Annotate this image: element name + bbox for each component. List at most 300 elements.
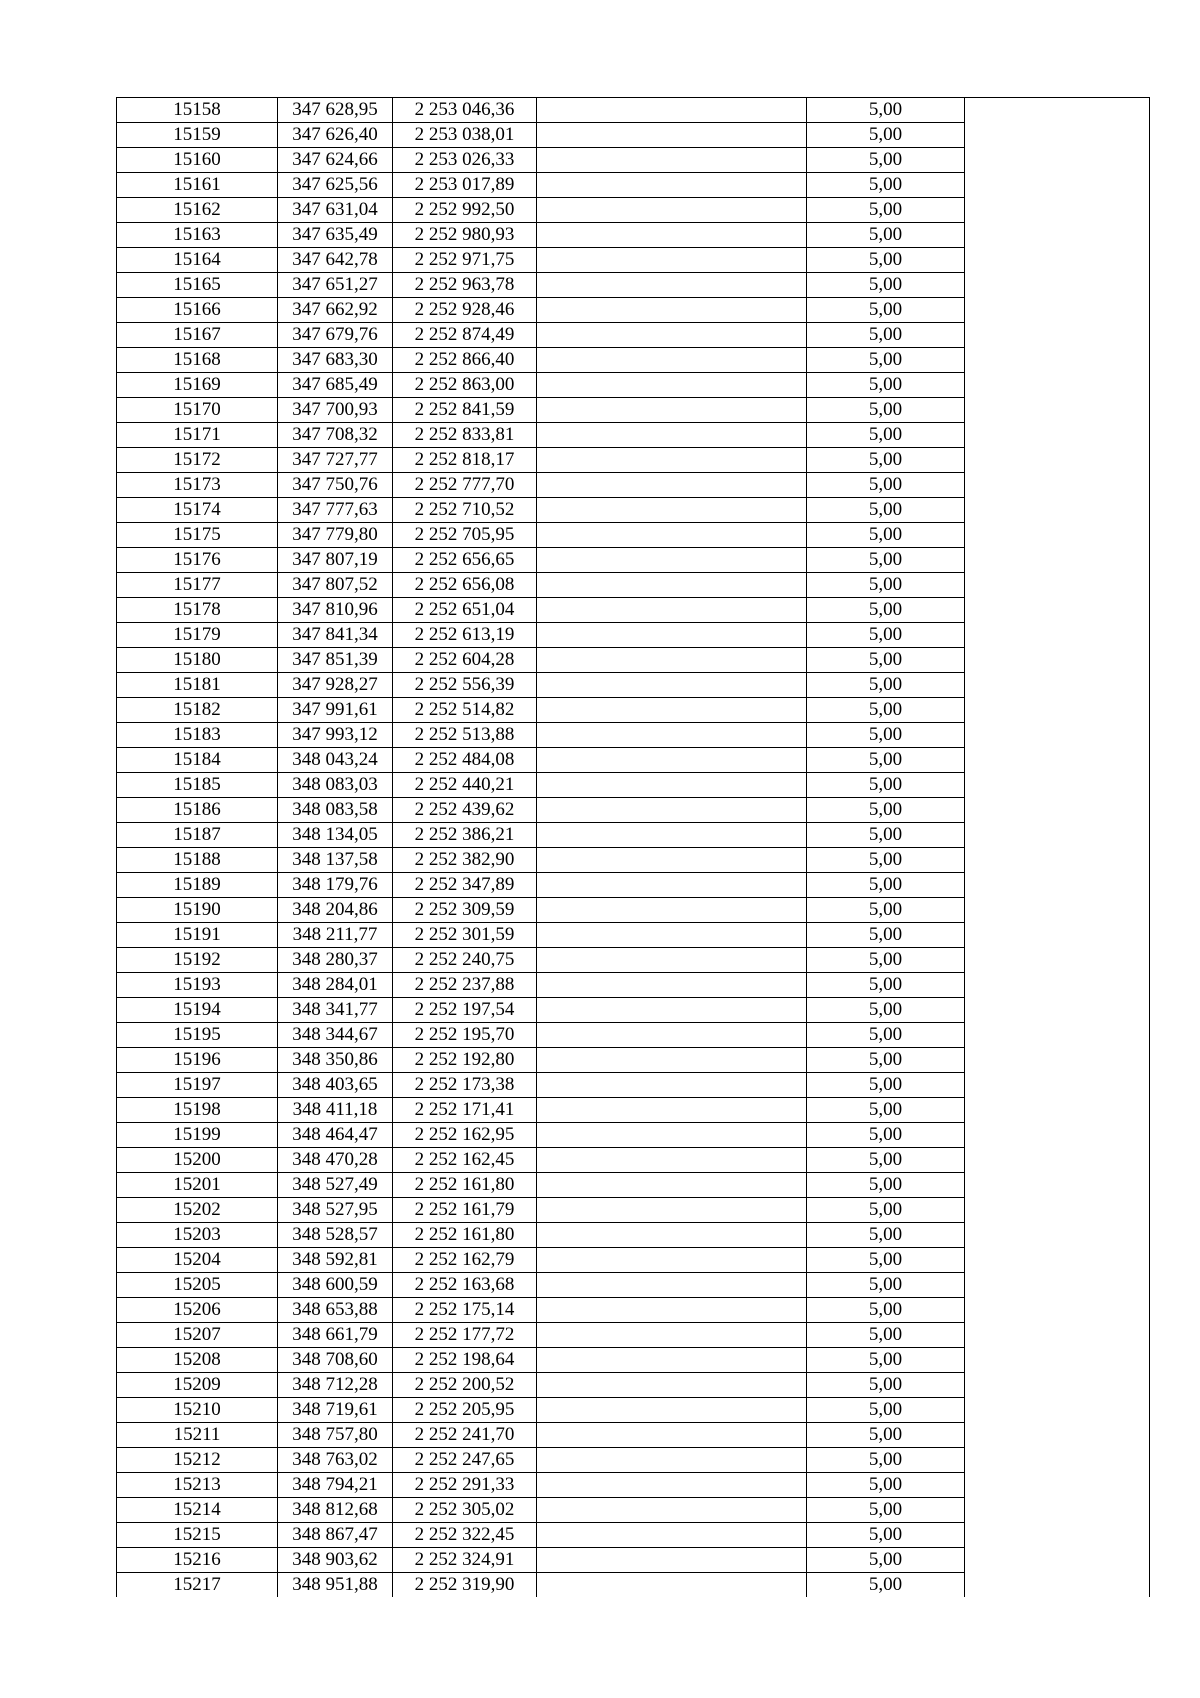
description-cell xyxy=(537,498,807,523)
precision-cell: 5,00 xyxy=(807,323,965,348)
y-coordinate-cell: 2 253 046,36 xyxy=(393,98,537,123)
point-number-cell: 15194 xyxy=(117,998,278,1023)
precision-cell: 5,00 xyxy=(807,1098,965,1123)
y-coordinate-cell: 2 252 863,00 xyxy=(393,373,537,398)
point-number-cell: 15159 xyxy=(117,123,278,148)
description-cell xyxy=(537,573,807,598)
point-number-cell: 15211 xyxy=(117,1423,278,1448)
y-coordinate-cell: 2 252 175,14 xyxy=(393,1298,537,1323)
point-number-cell: 15184 xyxy=(117,748,278,773)
x-coordinate-cell: 348 083,58 xyxy=(278,798,393,823)
y-coordinate-cell: 2 252 205,95 xyxy=(393,1398,537,1423)
precision-cell: 5,00 xyxy=(807,523,965,548)
description-cell xyxy=(537,423,807,448)
point-number-cell: 15177 xyxy=(117,573,278,598)
y-coordinate-cell: 2 252 322,45 xyxy=(393,1523,537,1548)
precision-cell: 5,00 xyxy=(807,1148,965,1173)
description-cell xyxy=(537,1148,807,1173)
x-coordinate-cell: 348 867,47 xyxy=(278,1523,393,1548)
y-coordinate-cell: 2 252 613,19 xyxy=(393,623,537,648)
x-coordinate-cell: 348 464,47 xyxy=(278,1123,393,1148)
x-coordinate-cell: 347 727,77 xyxy=(278,448,393,473)
precision-cell: 5,00 xyxy=(807,698,965,723)
description-cell xyxy=(537,223,807,248)
precision-cell: 5,00 xyxy=(807,498,965,523)
x-coordinate-cell: 347 651,27 xyxy=(278,273,393,298)
description-cell xyxy=(537,1123,807,1148)
y-coordinate-cell: 2 252 484,08 xyxy=(393,748,537,773)
point-number-cell: 15197 xyxy=(117,1073,278,1098)
x-coordinate-cell: 347 810,96 xyxy=(278,598,393,623)
y-coordinate-cell: 2 252 192,80 xyxy=(393,1048,537,1073)
point-number-cell: 15176 xyxy=(117,548,278,573)
y-coordinate-cell: 2 252 197,54 xyxy=(393,998,537,1023)
description-cell xyxy=(537,548,807,573)
precision-cell: 5,00 xyxy=(807,573,965,598)
precision-cell: 5,00 xyxy=(807,1073,965,1098)
x-coordinate-cell: 348 211,77 xyxy=(278,923,393,948)
description-cell xyxy=(537,873,807,898)
y-coordinate-cell: 2 252 162,45 xyxy=(393,1148,537,1173)
y-coordinate-cell: 2 252 963,78 xyxy=(393,273,537,298)
precision-cell: 5,00 xyxy=(807,123,965,148)
precision-cell: 5,00 xyxy=(807,973,965,998)
precision-cell: 5,00 xyxy=(807,823,965,848)
description-cell xyxy=(537,273,807,298)
description-cell xyxy=(537,1473,807,1498)
y-coordinate-cell: 2 252 247,65 xyxy=(393,1448,537,1473)
x-coordinate-cell: 347 624,66 xyxy=(278,148,393,173)
precision-cell: 5,00 xyxy=(807,1198,965,1223)
y-coordinate-cell: 2 252 161,79 xyxy=(393,1198,537,1223)
precision-cell: 5,00 xyxy=(807,948,965,973)
precision-cell: 5,00 xyxy=(807,1173,965,1198)
description-cell xyxy=(537,623,807,648)
precision-cell: 5,00 xyxy=(807,473,965,498)
x-coordinate-cell: 347 626,40 xyxy=(278,123,393,148)
description-cell xyxy=(537,998,807,1023)
point-number-cell: 15179 xyxy=(117,623,278,648)
point-number-cell: 15205 xyxy=(117,1273,278,1298)
precision-cell: 5,00 xyxy=(807,1248,965,1273)
x-coordinate-cell: 347 991,61 xyxy=(278,698,393,723)
y-coordinate-cell: 2 252 347,89 xyxy=(393,873,537,898)
description-cell xyxy=(537,1323,807,1348)
description-cell xyxy=(537,98,807,123)
y-coordinate-cell: 2 253 026,33 xyxy=(393,148,537,173)
point-number-cell: 15201 xyxy=(117,1173,278,1198)
description-cell xyxy=(537,1098,807,1123)
precision-cell: 5,00 xyxy=(807,848,965,873)
precision-cell: 5,00 xyxy=(807,1448,965,1473)
description-cell xyxy=(537,198,807,223)
x-coordinate-cell: 348 794,21 xyxy=(278,1473,393,1498)
point-number-cell: 15187 xyxy=(117,823,278,848)
description-cell xyxy=(537,598,807,623)
table-row xyxy=(117,98,1150,123)
x-coordinate-cell: 348 280,37 xyxy=(278,948,393,973)
point-number-cell: 15204 xyxy=(117,1248,278,1273)
point-number-cell: 15209 xyxy=(117,1373,278,1398)
point-number-cell: 15215 xyxy=(117,1523,278,1548)
point-number-cell: 15188 xyxy=(117,848,278,873)
x-coordinate-cell: 347 662,92 xyxy=(278,298,393,323)
x-coordinate-cell: 348 712,28 xyxy=(278,1373,393,1398)
point-number-cell: 15164 xyxy=(117,248,278,273)
description-cell xyxy=(537,448,807,473)
point-number-cell: 15210 xyxy=(117,1398,278,1423)
description-cell xyxy=(537,1023,807,1048)
y-coordinate-cell: 2 252 386,21 xyxy=(393,823,537,848)
point-number-cell: 15163 xyxy=(117,223,278,248)
precision-cell: 5,00 xyxy=(807,298,965,323)
description-cell xyxy=(537,723,807,748)
point-number-cell: 15181 xyxy=(117,673,278,698)
x-coordinate-cell: 347 685,49 xyxy=(278,373,393,398)
x-coordinate-cell: 348 527,95 xyxy=(278,1198,393,1223)
precision-cell: 5,00 xyxy=(807,1498,965,1523)
x-coordinate-cell: 348 600,59 xyxy=(278,1273,393,1298)
description-cell xyxy=(537,1398,807,1423)
point-number-cell: 15202 xyxy=(117,1198,278,1223)
y-coordinate-cell: 2 252 980,93 xyxy=(393,223,537,248)
point-number-cell: 15190 xyxy=(117,898,278,923)
point-number-cell: 15185 xyxy=(117,773,278,798)
point-number-cell: 15173 xyxy=(117,473,278,498)
precision-cell: 5,00 xyxy=(807,923,965,948)
point-number-cell: 15172 xyxy=(117,448,278,473)
point-number-cell: 15161 xyxy=(117,173,278,198)
point-number-cell: 15192 xyxy=(117,948,278,973)
precision-cell: 5,00 xyxy=(807,1298,965,1323)
y-coordinate-cell: 2 252 710,52 xyxy=(393,498,537,523)
precision-cell: 5,00 xyxy=(807,148,965,173)
point-number-cell: 15175 xyxy=(117,523,278,548)
description-cell xyxy=(537,173,807,198)
y-coordinate-cell: 2 252 240,75 xyxy=(393,948,537,973)
description-cell xyxy=(537,923,807,948)
x-coordinate-cell: 348 411,18 xyxy=(278,1098,393,1123)
precision-cell: 5,00 xyxy=(807,348,965,373)
x-coordinate-cell: 348 204,86 xyxy=(278,898,393,923)
x-coordinate-cell: 348 592,81 xyxy=(278,1248,393,1273)
x-coordinate-cell: 348 757,80 xyxy=(278,1423,393,1448)
x-coordinate-cell: 348 043,24 xyxy=(278,748,393,773)
x-coordinate-cell: 347 700,93 xyxy=(278,398,393,423)
y-coordinate-cell: 2 252 992,50 xyxy=(393,198,537,223)
precision-cell: 5,00 xyxy=(807,673,965,698)
x-coordinate-cell: 347 993,12 xyxy=(278,723,393,748)
point-number-cell: 15203 xyxy=(117,1223,278,1248)
point-number-cell: 15214 xyxy=(117,1498,278,1523)
description-cell xyxy=(537,1348,807,1373)
description-cell xyxy=(537,523,807,548)
point-number-cell: 15166 xyxy=(117,298,278,323)
point-number-cell: 15195 xyxy=(117,1023,278,1048)
y-coordinate-cell: 2 252 173,38 xyxy=(393,1073,537,1098)
y-coordinate-cell: 2 252 195,70 xyxy=(393,1023,537,1048)
precision-cell: 5,00 xyxy=(807,1123,965,1148)
x-coordinate-cell: 348 661,79 xyxy=(278,1323,393,1348)
point-number-cell: 15212 xyxy=(117,1448,278,1473)
description-cell xyxy=(537,1448,807,1473)
precision-cell: 5,00 xyxy=(807,98,965,123)
point-number-cell: 15206 xyxy=(117,1298,278,1323)
x-coordinate-cell: 347 628,95 xyxy=(278,98,393,123)
y-coordinate-cell: 2 252 305,02 xyxy=(393,1498,537,1523)
description-cell xyxy=(537,473,807,498)
x-coordinate-cell: 348 403,65 xyxy=(278,1073,393,1098)
x-coordinate-cell: 348 344,67 xyxy=(278,1023,393,1048)
coordinates-table-body xyxy=(117,98,1150,1598)
x-coordinate-cell: 348 179,76 xyxy=(278,873,393,898)
precision-cell: 5,00 xyxy=(807,273,965,298)
point-number-cell: 15160 xyxy=(117,148,278,173)
description-cell xyxy=(537,373,807,398)
precision-cell: 5,00 xyxy=(807,1348,965,1373)
y-coordinate-cell: 2 252 162,95 xyxy=(393,1123,537,1148)
precision-cell: 5,00 xyxy=(807,448,965,473)
y-coordinate-cell: 2 252 874,49 xyxy=(393,323,537,348)
point-number-cell: 15167 xyxy=(117,323,278,348)
x-coordinate-cell: 348 284,01 xyxy=(278,973,393,998)
description-cell xyxy=(537,1423,807,1448)
y-coordinate-cell: 2 253 038,01 xyxy=(393,123,537,148)
precision-cell: 5,00 xyxy=(807,1048,965,1073)
point-number-cell: 15186 xyxy=(117,798,278,823)
x-coordinate-cell: 347 625,56 xyxy=(278,173,393,198)
description-cell xyxy=(537,123,807,148)
point-number-cell: 15189 xyxy=(117,873,278,898)
description-cell xyxy=(537,973,807,998)
y-coordinate-cell: 2 252 439,62 xyxy=(393,798,537,823)
x-coordinate-cell: 347 841,34 xyxy=(278,623,393,648)
description-cell xyxy=(537,823,807,848)
x-coordinate-cell: 347 807,52 xyxy=(278,573,393,598)
x-coordinate-cell: 347 683,30 xyxy=(278,348,393,373)
precision-cell: 5,00 xyxy=(807,873,965,898)
description-cell xyxy=(537,1173,807,1198)
y-coordinate-cell: 2 252 656,08 xyxy=(393,573,537,598)
description-cell xyxy=(537,798,807,823)
point-number-cell: 15162 xyxy=(117,198,278,223)
y-coordinate-cell: 2 252 291,33 xyxy=(393,1473,537,1498)
point-number-cell: 15193 xyxy=(117,973,278,998)
y-coordinate-cell: 2 252 163,68 xyxy=(393,1273,537,1298)
description-cell xyxy=(537,1548,807,1573)
x-coordinate-cell: 347 928,27 xyxy=(278,673,393,698)
precision-cell: 5,00 xyxy=(807,623,965,648)
point-number-cell: 15217 xyxy=(117,1573,278,1598)
y-coordinate-cell: 2 252 866,40 xyxy=(393,348,537,373)
point-number-cell: 15196 xyxy=(117,1048,278,1073)
x-coordinate-cell: 347 807,19 xyxy=(278,548,393,573)
point-number-cell: 15169 xyxy=(117,373,278,398)
point-number-cell: 15168 xyxy=(117,348,278,373)
precision-cell: 5,00 xyxy=(807,648,965,673)
y-coordinate-cell: 2 252 241,70 xyxy=(393,1423,537,1448)
x-coordinate-cell: 348 470,28 xyxy=(278,1148,393,1173)
x-coordinate-cell: 347 631,04 xyxy=(278,198,393,223)
precision-cell: 5,00 xyxy=(807,198,965,223)
description-cell xyxy=(537,773,807,798)
description-cell xyxy=(537,1073,807,1098)
x-coordinate-cell: 348 708,60 xyxy=(278,1348,393,1373)
description-cell xyxy=(537,1048,807,1073)
precision-cell: 5,00 xyxy=(807,598,965,623)
point-number-cell: 15182 xyxy=(117,698,278,723)
description-cell xyxy=(537,323,807,348)
x-coordinate-cell: 348 134,05 xyxy=(278,823,393,848)
point-number-cell: 15191 xyxy=(117,923,278,948)
x-coordinate-cell: 348 350,86 xyxy=(278,1048,393,1073)
y-coordinate-cell: 2 252 177,72 xyxy=(393,1323,537,1348)
y-coordinate-cell: 2 252 161,80 xyxy=(393,1173,537,1198)
x-coordinate-cell: 347 777,63 xyxy=(278,498,393,523)
point-number-cell: 15207 xyxy=(117,1323,278,1348)
y-coordinate-cell: 2 252 382,90 xyxy=(393,848,537,873)
point-number-cell: 15200 xyxy=(117,1148,278,1173)
precision-cell: 5,00 xyxy=(807,223,965,248)
y-coordinate-cell: 2 252 171,41 xyxy=(393,1098,537,1123)
description-cell xyxy=(537,1223,807,1248)
y-coordinate-cell: 2 252 656,65 xyxy=(393,548,537,573)
x-coordinate-cell: 348 812,68 xyxy=(278,1498,393,1523)
precision-cell: 5,00 xyxy=(807,748,965,773)
y-coordinate-cell: 2 253 017,89 xyxy=(393,173,537,198)
precision-cell: 5,00 xyxy=(807,998,965,1023)
x-coordinate-cell: 347 679,76 xyxy=(278,323,393,348)
precision-cell: 5,00 xyxy=(807,1398,965,1423)
y-coordinate-cell: 2 252 651,04 xyxy=(393,598,537,623)
x-coordinate-cell: 348 951,88 xyxy=(278,1573,393,1598)
description-cell xyxy=(537,898,807,923)
y-coordinate-cell: 2 252 162,79 xyxy=(393,1248,537,1273)
precision-cell: 5,00 xyxy=(807,373,965,398)
description-cell xyxy=(537,948,807,973)
y-coordinate-cell: 2 252 513,88 xyxy=(393,723,537,748)
precision-cell: 5,00 xyxy=(807,1223,965,1248)
x-coordinate-cell: 348 528,57 xyxy=(278,1223,393,1248)
point-number-cell: 15198 xyxy=(117,1098,278,1123)
point-number-cell: 15165 xyxy=(117,273,278,298)
point-number-cell: 15170 xyxy=(117,398,278,423)
x-coordinate-cell: 347 635,49 xyxy=(278,223,393,248)
x-coordinate-cell: 347 708,32 xyxy=(278,423,393,448)
precision-cell: 5,00 xyxy=(807,1373,965,1398)
x-coordinate-cell: 348 763,02 xyxy=(278,1448,393,1473)
y-coordinate-cell: 2 252 556,39 xyxy=(393,673,537,698)
point-number-cell: 15158 xyxy=(117,98,278,123)
y-coordinate-cell: 2 252 928,46 xyxy=(393,298,537,323)
x-coordinate-cell: 347 642,78 xyxy=(278,248,393,273)
x-coordinate-cell: 348 341,77 xyxy=(278,998,393,1023)
description-cell xyxy=(537,1248,807,1273)
precision-cell: 5,00 xyxy=(807,798,965,823)
x-coordinate-cell: 347 851,39 xyxy=(278,648,393,673)
y-coordinate-cell: 2 252 705,95 xyxy=(393,523,537,548)
precision-cell: 5,00 xyxy=(807,1023,965,1048)
precision-cell: 5,00 xyxy=(807,173,965,198)
point-number-cell: 15178 xyxy=(117,598,278,623)
y-coordinate-cell: 2 252 198,64 xyxy=(393,1348,537,1373)
description-cell xyxy=(537,248,807,273)
precision-cell: 5,00 xyxy=(807,248,965,273)
description-cell xyxy=(537,348,807,373)
y-coordinate-cell: 2 252 440,21 xyxy=(393,773,537,798)
y-coordinate-cell: 2 252 841,59 xyxy=(393,398,537,423)
description-cell xyxy=(537,673,807,698)
point-number-cell: 15199 xyxy=(117,1123,278,1148)
description-cell xyxy=(537,1523,807,1548)
precision-cell: 5,00 xyxy=(807,1548,965,1573)
y-coordinate-cell: 2 252 833,81 xyxy=(393,423,537,448)
description-cell xyxy=(537,1573,807,1598)
y-coordinate-cell: 2 252 604,28 xyxy=(393,648,537,673)
description-cell xyxy=(537,1273,807,1298)
precision-cell: 5,00 xyxy=(807,1323,965,1348)
x-coordinate-cell: 348 719,61 xyxy=(278,1398,393,1423)
description-cell xyxy=(537,148,807,173)
y-coordinate-cell: 2 252 324,91 xyxy=(393,1548,537,1573)
x-coordinate-cell: 348 903,62 xyxy=(278,1548,393,1573)
precision-cell: 5,00 xyxy=(807,423,965,448)
note-cell xyxy=(965,98,1150,1598)
description-cell xyxy=(537,1498,807,1523)
point-number-cell: 15216 xyxy=(117,1548,278,1573)
y-coordinate-cell: 2 252 200,52 xyxy=(393,1373,537,1398)
y-coordinate-cell: 2 252 777,70 xyxy=(393,473,537,498)
description-cell xyxy=(537,1298,807,1323)
precision-cell: 5,00 xyxy=(807,773,965,798)
point-number-cell: 15208 xyxy=(117,1348,278,1373)
description-cell xyxy=(537,648,807,673)
precision-cell: 5,00 xyxy=(807,398,965,423)
precision-cell: 5,00 xyxy=(807,1423,965,1448)
description-cell xyxy=(537,848,807,873)
x-coordinate-cell: 348 083,03 xyxy=(278,773,393,798)
precision-cell: 5,00 xyxy=(807,723,965,748)
precision-cell: 5,00 xyxy=(807,1523,965,1548)
point-number-cell: 15174 xyxy=(117,498,278,523)
precision-cell: 5,00 xyxy=(807,898,965,923)
precision-cell: 5,00 xyxy=(807,1273,965,1298)
description-cell xyxy=(537,1373,807,1398)
x-coordinate-cell: 347 750,76 xyxy=(278,473,393,498)
coordinates-table xyxy=(116,97,1150,1597)
y-coordinate-cell: 2 252 309,59 xyxy=(393,898,537,923)
x-coordinate-cell: 348 527,49 xyxy=(278,1173,393,1198)
y-coordinate-cell: 2 252 971,75 xyxy=(393,248,537,273)
point-number-cell: 15180 xyxy=(117,648,278,673)
description-cell xyxy=(537,1198,807,1223)
description-cell xyxy=(537,748,807,773)
precision-cell: 5,00 xyxy=(807,1473,965,1498)
precision-cell: 5,00 xyxy=(807,548,965,573)
description-cell xyxy=(537,298,807,323)
y-coordinate-cell: 2 252 301,59 xyxy=(393,923,537,948)
y-coordinate-cell: 2 252 161,80 xyxy=(393,1223,537,1248)
point-number-cell: 15171 xyxy=(117,423,278,448)
y-coordinate-cell: 2 252 319,90 xyxy=(393,1573,537,1598)
x-coordinate-cell: 348 137,58 xyxy=(278,848,393,873)
y-coordinate-cell: 2 252 237,88 xyxy=(393,973,537,998)
description-cell xyxy=(537,398,807,423)
y-coordinate-cell: 2 252 514,82 xyxy=(393,698,537,723)
x-coordinate-cell: 348 653,88 xyxy=(278,1298,393,1323)
description-cell xyxy=(537,698,807,723)
point-number-cell: 15183 xyxy=(117,723,278,748)
